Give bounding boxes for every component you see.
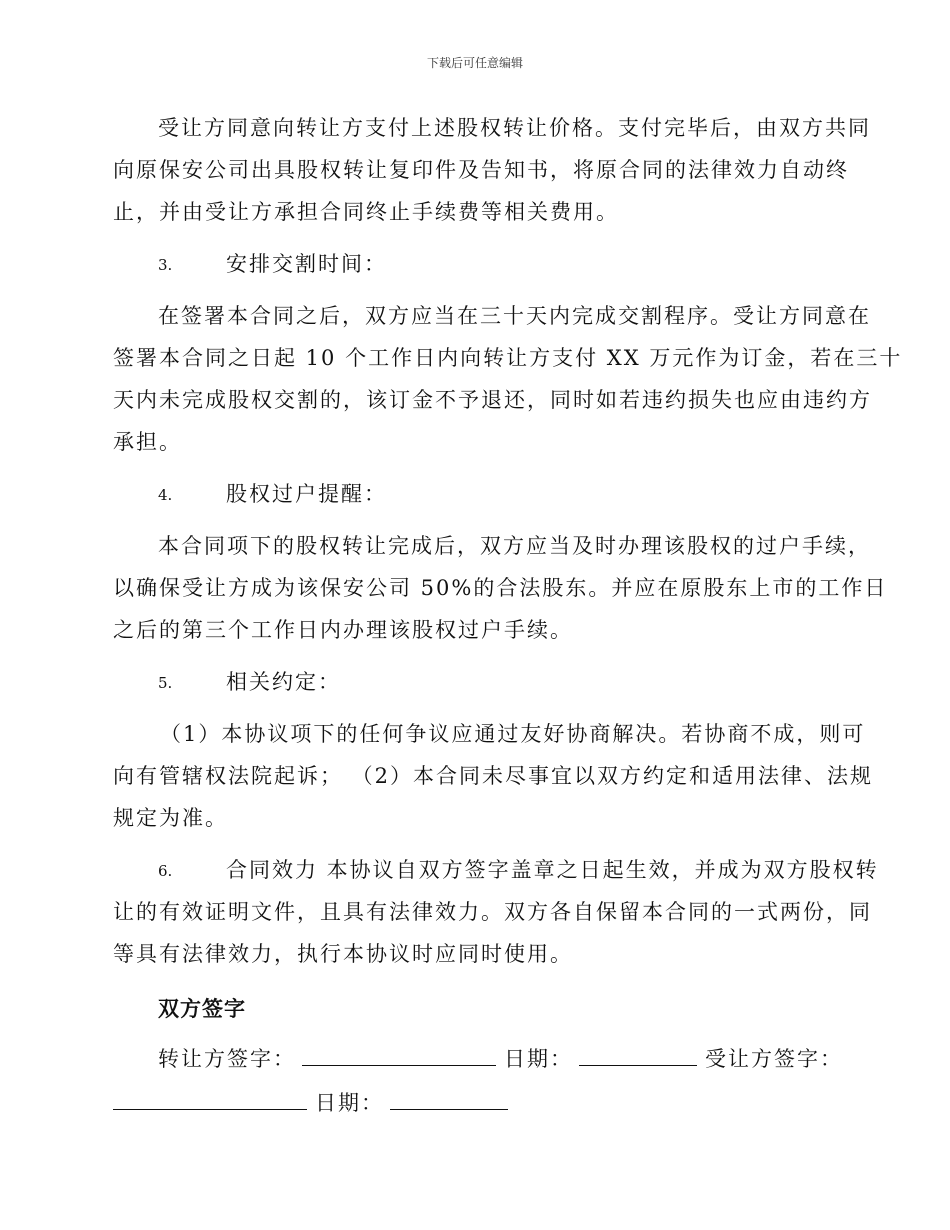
date-label: 日期： <box>504 1047 573 1071</box>
transferor-signature-field[interactable] <box>302 1047 496 1066</box>
section-title: 相关约定： <box>226 670 341 694</box>
paragraph-line: 受让方同意向转让方支付上述股权转让价格。支付完毕后，由双方共同 <box>158 116 871 140</box>
paragraph-line: 签署本合同之日起 10 个工作日内向转让方支付 XX 万元作为订金，若在三十 <box>113 346 903 370</box>
section-number: 3. <box>158 256 173 274</box>
transferor-date-field[interactable] <box>579 1047 697 1066</box>
section-title: 合同效力 本协议自双方签字盖章之日起生效，并成为双方股权转 <box>226 858 879 882</box>
paragraph-line: 止，并由受让方承担合同终止手续费等相关费用。 <box>113 200 619 224</box>
paragraph-line: 让的有效证明文件，且具有法律效力。双方各自保留本合同的一式两份，同 <box>113 900 872 924</box>
paragraph-line: 本合同项下的股权转让完成后，双方应当及时办理该股权的过户手续， <box>158 534 871 558</box>
paragraph-line: 承担。 <box>113 430 182 454</box>
paragraph-line: 天内未完成股权交割的，该订金不予退还，同时如若违约损失也应由违约方 <box>113 388 872 412</box>
date-label: 日期： <box>315 1091 384 1115</box>
paragraph-line: 向有管辖权法院起诉； （2）本合同未尽事宜以双方约定和适用法律、法规 <box>113 764 874 788</box>
paragraph-line: 向原保安公司出具股权转让复印件及告知书，将原合同的法律效力自动终 <box>113 158 849 182</box>
section-title: 股权过户提醒： <box>226 482 387 506</box>
signature-row-1 <box>158 1047 843 1070</box>
paragraph-line: 在签署本合同之后，双方应当在三十天内完成交割程序。受让方同意在 <box>158 304 871 328</box>
paragraph-line: 以确保受让方成为该保安公司 50%的合法股东。并应在原股东上市的工作日 <box>113 576 888 600</box>
section-title: 安排交割时间： <box>226 252 387 276</box>
paragraph-line: 之后的第三个工作日内办理该股权过户手续。 <box>113 618 573 642</box>
signature-heading: 双方签字 <box>158 996 246 1021</box>
section-number: 5. <box>158 674 173 692</box>
transferee-signature-field[interactable] <box>113 1091 307 1110</box>
signature-row-2 <box>113 1091 516 1114</box>
transferor-signature-label: 转让方签字： <box>158 1047 296 1071</box>
page-header: 下载后可任意编辑 <box>426 56 523 70</box>
paragraph-line: 等具有法律效力，执行本协议时应同时使用。 <box>113 942 573 966</box>
section-number: 4. <box>158 486 173 504</box>
paragraph-line: 规定为准。 <box>113 806 228 830</box>
section-number: 6. <box>158 862 173 880</box>
paragraph-line: （1）本协议项下的任何争议应通过友好协商解决。若协商不成，则可 <box>160 722 866 746</box>
transferee-signature-label: 受让方签字： <box>705 1047 843 1071</box>
transferee-date-field[interactable] <box>390 1091 508 1110</box>
